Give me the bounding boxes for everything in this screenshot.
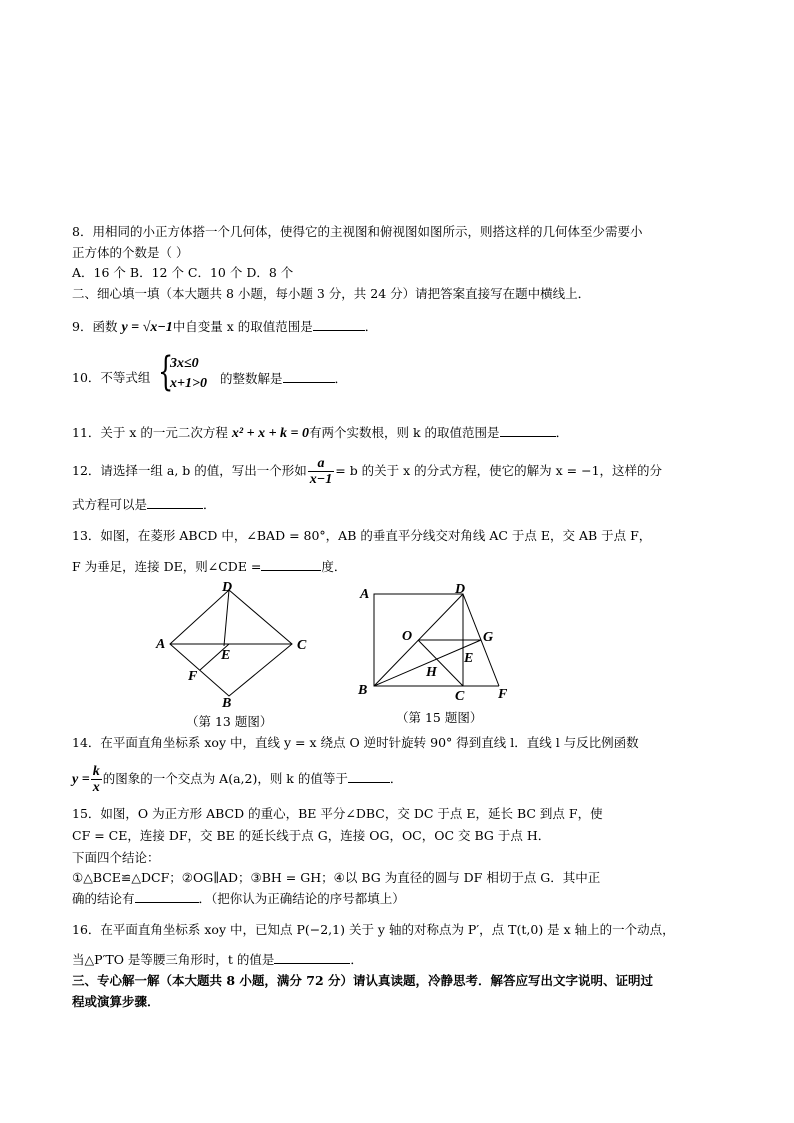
q12-numerator: a bbox=[308, 456, 334, 472]
q12-mid: = b 的关于 x 的分式方程，使它的解为 x = −1，这样的分 bbox=[335, 463, 663, 478]
label-d: D bbox=[222, 580, 233, 595]
figure-15 bbox=[352, 578, 522, 704]
q13-line2 bbox=[72, 558, 346, 575]
q15-line1: 15．如图，O 为正方形 ABCD 的重心，BE 平分∠DBC，交 DC 于点 E，延长 BC 到点 F，使 bbox=[72, 806, 603, 821]
figure-13 bbox=[150, 578, 320, 710]
q9 bbox=[72, 318, 377, 336]
q15-answer-blank[interactable] bbox=[135, 890, 199, 903]
q8-line2: 正方体的个数是（ ） bbox=[72, 245, 189, 260]
q14-mid2: 的图象的一个交点为 A(a,2)，则 k 的值等于 bbox=[102, 771, 348, 786]
q10-post: 的整数解是 bbox=[220, 371, 283, 386]
q9-answer-blank[interactable] bbox=[313, 318, 365, 331]
q11-formula: x² + x + k = 0 bbox=[231, 426, 310, 441]
q13-line2b: 度． bbox=[321, 559, 347, 574]
q8-line1: 8．用相同的小正方体搭一个几何体，使得它的主视图和俯视图如图所示，则搭这样的几何体至少需要小 bbox=[72, 224, 643, 239]
q16-line2 bbox=[72, 951, 363, 968]
q12-denominator: x−1 bbox=[309, 472, 333, 487]
q12-line1 bbox=[72, 455, 662, 487]
q11-pre: 11．关于 x 的一元二次方程 bbox=[72, 425, 232, 440]
figure-13-caption: （第 13 题图） bbox=[186, 714, 273, 729]
q9-post: 中自变量 x 的取值范围是 bbox=[172, 319, 313, 334]
q15-line2: CF = CE，连接 DF，交 BE 的延长线于点 G，连接 OG，OC，OC 交 BG 于点 H． bbox=[72, 828, 551, 843]
section3-line2: 程或演算步骤． bbox=[72, 994, 160, 1009]
q16-answer-blank[interactable] bbox=[274, 951, 350, 964]
brace-icon: { bbox=[158, 349, 174, 395]
label-c: C bbox=[297, 638, 307, 653]
q14-answer-blank[interactable] bbox=[348, 770, 390, 783]
q15-line5a: 确的结论有 bbox=[72, 891, 135, 906]
q8-options: A．16 个 B．12 个 C．10 个 D．8 个 bbox=[72, 265, 294, 280]
q12-answer-blank[interactable] bbox=[147, 496, 203, 509]
q15-line5 bbox=[72, 890, 405, 907]
q11 bbox=[72, 424, 568, 442]
q9-pre: 9．函数 bbox=[72, 319, 122, 334]
q12-pre: 12．请选择一组 a, b 的值，写出一个形如 bbox=[72, 463, 307, 478]
q14-end: ． bbox=[389, 771, 403, 786]
q15-line4: ①△BCE≌△DCF；②OG∥AD；③BH = GH；④以 BG 为直径的圆与 DF 相切于点 G．其中正 bbox=[72, 870, 601, 885]
q16-line1: 16．在平面直角坐标系 xoy 中，已知点 P(−2,1) 关于 y 轴的对称点为 P′，点 T(t,0) 是 x 轴上的一个动点， bbox=[72, 922, 675, 937]
q14-line1: 14．在平面直角坐标系 xoy 中，直线 y = x 绕点 O 逆时针旋转 90° 得到直线 l．直线 l 与反比例函数 bbox=[72, 735, 639, 750]
q14-fraction bbox=[91, 764, 102, 795]
label-f: F bbox=[498, 687, 508, 702]
q12-line2-text: 式方程可以是 bbox=[72, 497, 148, 512]
q14-numerator: k bbox=[92, 764, 100, 779]
label-b: B bbox=[222, 696, 232, 710]
label-e: E bbox=[221, 648, 231, 663]
q14-denominator: x bbox=[92, 780, 100, 795]
section2-header: 二、细心填一填（本大题共 8 小题，每小题 3 分，共 24 分）请把答案直接写在题中横线上． bbox=[72, 286, 591, 301]
q10-row2: x+1>0 bbox=[170, 376, 207, 391]
q10-pre: 10．不等式组 bbox=[72, 370, 151, 385]
label-g: G bbox=[483, 630, 494, 645]
label-a: A bbox=[156, 637, 166, 652]
label-a: A bbox=[360, 587, 370, 602]
label-o: O bbox=[402, 629, 413, 644]
q12-line2 bbox=[72, 496, 216, 513]
label-e: E bbox=[464, 651, 474, 666]
segment-de bbox=[224, 590, 229, 646]
q10-answer-blank[interactable] bbox=[283, 370, 335, 383]
label-c: C bbox=[455, 689, 465, 704]
q9-end: ． bbox=[364, 319, 378, 334]
q11-answer-blank[interactable] bbox=[500, 424, 556, 437]
label-d: D bbox=[455, 582, 466, 597]
q16-line2b: ． bbox=[350, 952, 363, 967]
q16-line2a: 当△P′TO 是等腰三角形时，t 的值是 bbox=[72, 952, 275, 967]
section3-line1: 三、专心解一解（本大题共 8 小题，满分 72 分）请认真读题，冷静思考．解答应写出文字说明、证明过 bbox=[72, 973, 654, 988]
q15-line3: 下面四个结论： bbox=[72, 850, 160, 865]
label-h: H bbox=[426, 665, 437, 680]
segment-oc bbox=[418, 640, 463, 686]
q11-end: ． bbox=[555, 425, 569, 440]
q14-line2 bbox=[72, 763, 402, 796]
q13-answer-blank[interactable] bbox=[261, 558, 321, 571]
label-f: F bbox=[188, 669, 198, 684]
q10-end: ． bbox=[334, 371, 348, 386]
q15-line5b: ．（把你认为正确结论的序号都填上） bbox=[198, 891, 405, 906]
q13-line1: 13．如图，在菱形 ABCD 中，∠BAD = 80°，AB 的垂直平分线交对角线 AC 于点 E，交 AB 于点 F， bbox=[72, 528, 652, 543]
q14-pre2: y = bbox=[72, 772, 90, 787]
label-b: B bbox=[358, 683, 368, 698]
q10-row1: 3x≤0 bbox=[170, 356, 199, 371]
q9-formula: y = √x−1 bbox=[121, 320, 173, 335]
q12-fraction bbox=[308, 456, 334, 487]
q12-end: ． bbox=[203, 497, 216, 512]
figure-15-caption: （第 15 题图） bbox=[396, 710, 483, 725]
q10-tail bbox=[220, 370, 347, 387]
q11-post: 有两个实数根，则 k 的取值范围是 bbox=[309, 425, 500, 440]
q13-line2a: F 为垂足，连接 DE，则∠CDE = bbox=[72, 559, 262, 574]
